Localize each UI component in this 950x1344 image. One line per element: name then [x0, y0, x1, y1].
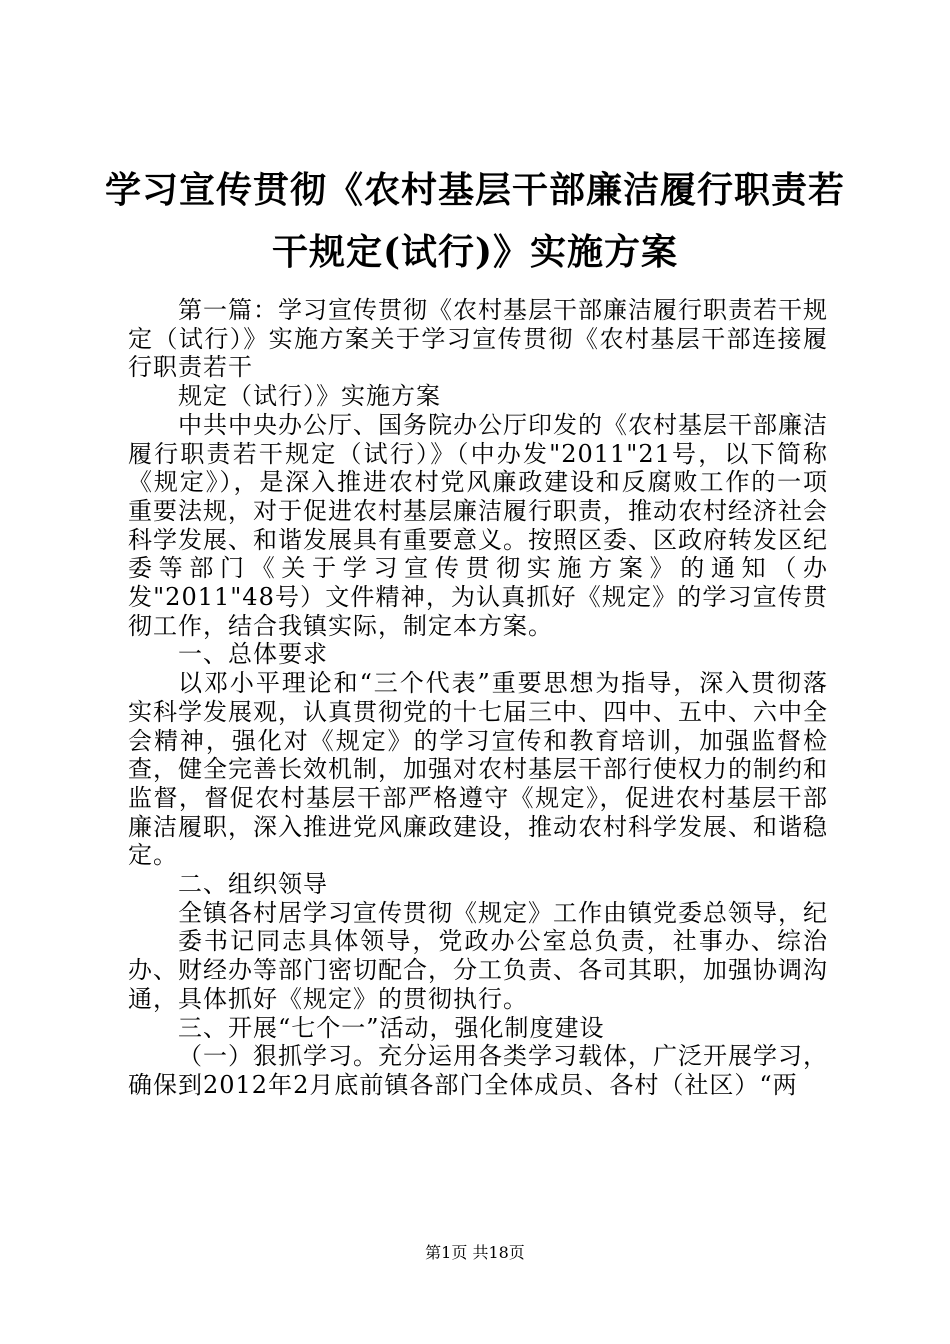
page-number: 第1页 共18页 — [425, 1243, 525, 1262]
paragraph-leadership-cont: 委书记同志具体领导，党政办公室总负责，社事办、综治办、财经办等部门密切配合，分工负责、各司其职，加强协调沟通，具体抓好《规定》的贯彻执行。 — [128, 927, 828, 1013]
paragraph-intro: 第一篇：学习宣传贯彻《农村基层干部廉洁履行职责若干规定（试行）》实施方案关于学习宣传贯彻《农村基层干部连接履行职责若干 — [128, 296, 828, 382]
document-title-line-2: 干规定(试行)》实施方案 — [271, 231, 679, 273]
paragraph-study: （一）狠抓学习。充分运用各类学习载体，广泛开展学习，确保到2012年2月底前镇各部门全体成员、各村（社区）“两 — [128, 1042, 828, 1099]
paragraph-general-requirements: 以邓小平理论和“三个代表”重要思想为指导，深入贯彻落实科学发展观，认真贯彻党的十七届三中、四中、五中、六中全会精神，强化对《规定》的学习宣传和教育培训，加强监督检查，健全完善长效机制，加强对农村基层干部行使权力的制约和监督，督促农村基层干部严格遵守《规定》，促进农村基层干部廉洁履职，深入推进党风廉政建设，推动农村科学发展、和谐稳定。 — [128, 669, 828, 870]
section-heading-2: 二、组织领导 — [178, 870, 328, 899]
paragraph-leadership-start: 全镇各村居学习宣传贯彻《规定》工作由镇党委总领导，纪 — [178, 898, 828, 927]
paragraph-background: 中共中央办公厅、国务院办公厅印发的《农村基层干部廉洁履行职责若干规定（试行）》（中办发"2011"21号，以下简称《规定》），是深入推进农村党风廉政建设和反腐败工作的一项重要法规，对于促进农村基层廉洁履行职责，推动农村经济社会科学发展、和谐发展具有重要意义。按照区委、区政府转发区纪委等部门《关于学习宣传贯彻实施方案》的通知（办发"2011"48号）文件精神，为认真抓好《规定》的学习宣传贯彻工作，结合我镇实际，制定本方案。 — [128, 410, 828, 640]
section-heading-3: 三、开展“七个一”活动，强化制度建设 — [178, 1013, 605, 1042]
document-body — [128, 296, 828, 1100]
document-title-line-1: 学习宣传贯彻《农村基层干部廉洁履行职责若 — [104, 169, 845, 211]
paragraph-subtitle: 规定（试行）》实施方案 — [178, 382, 441, 411]
section-heading-1: 一、总体要求 — [178, 640, 328, 669]
